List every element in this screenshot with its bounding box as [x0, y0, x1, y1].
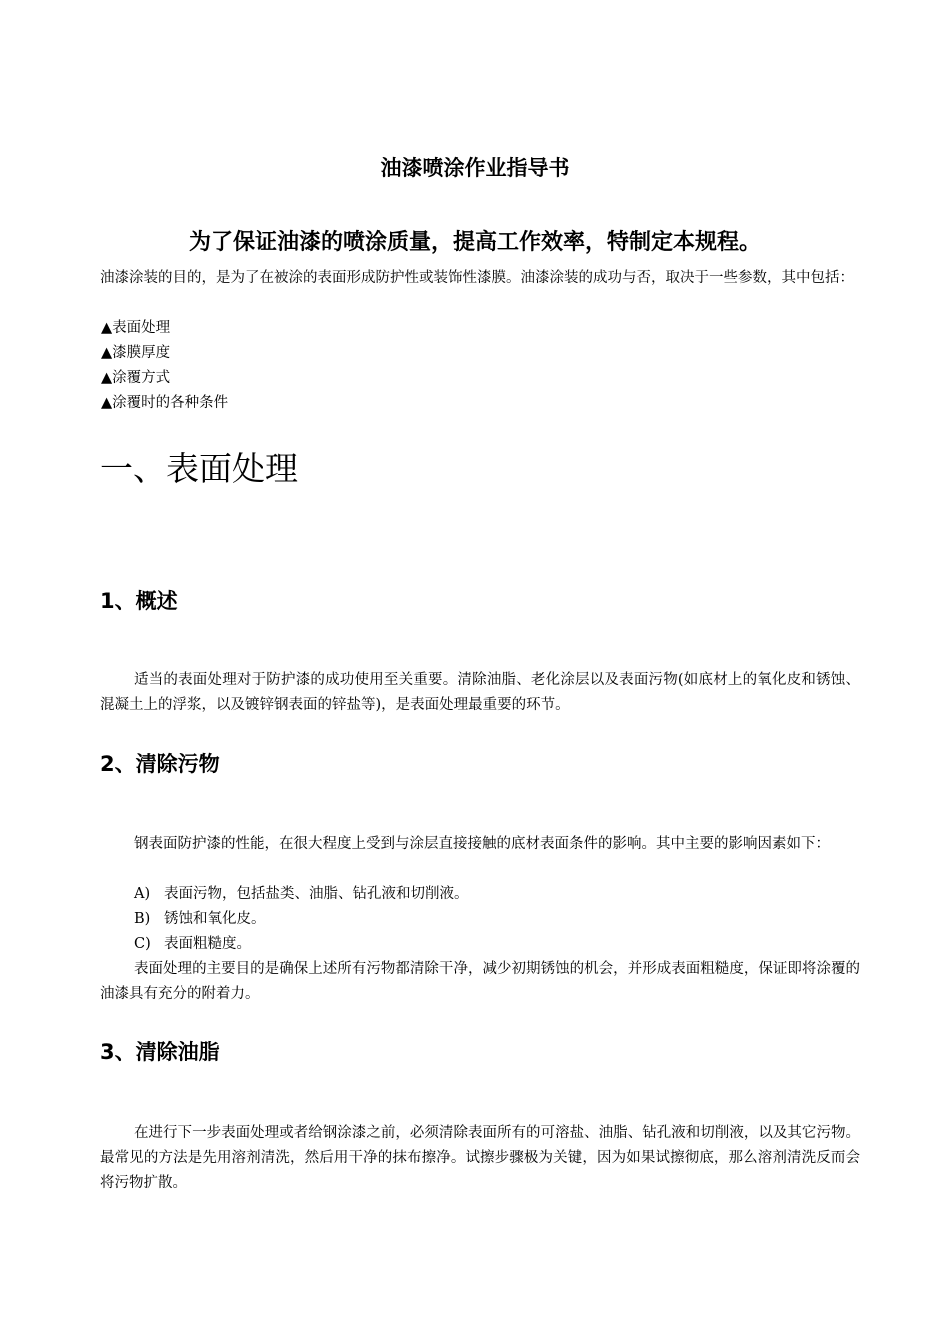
bullet-item: ▲表面处理: [101, 320, 171, 336]
section-heading: 2、清除污物: [100, 752, 220, 776]
section-paragraph: 表面处理的主要目的是确保上述所有污物都清除干净，减少初期锈蚀的机会，并形成表面粗糙度，保证即将涂覆的油漆具有充分的附着力。: [100, 961, 860, 1002]
intro-paragraph: 油漆涂装的目的，是为了在被涂的表面形成防护性或装饰性漆膜。油漆涂装的成功与否，取决于一些参数，其中包括：: [100, 270, 854, 286]
list-item: [134, 932, 251, 957]
list-text: 表面污物，包括盐类、油脂、钻孔液和切削液。: [164, 886, 469, 902]
list-text: 锈蚀和氧化皮。: [164, 911, 266, 927]
list-marker: C): [134, 936, 151, 952]
bullet-item: ▲涂覆方式: [101, 370, 171, 386]
list-item: [134, 907, 266, 932]
bullet-item: ▲涂覆时的各种条件: [101, 395, 229, 411]
section-paragraph: 钢表面防护漆的性能，在很大程度上受到与涂层直接接触的底材表面条件的影响。其中主要的影响因素如下：: [134, 836, 830, 852]
list-item: [134, 882, 469, 907]
list-text: 表面粗糙度。: [164, 936, 251, 952]
section-paragraph: 适当的表面处理对于防护漆的成功使用至关重要。清除油脂、老化涂层以及表面污物(如底材上的氧化皮和锈蚀、混凝土上的浮浆，以及镀锌钢表面的锌盐等)，是表面处理最重要的环节。: [100, 672, 860, 713]
section-heading: 3、清除油脂: [100, 1040, 220, 1064]
section-paragraph: 在进行下一步表面处理或者给钢涂漆之前，必须清除表面所有的可溶盐、油脂、钻孔液和切削液，以及其它污物。最常见的方法是先用溶剂清洗，然后用干净的抹布擦净。试擦步骤极为关键，因为如果试擦彻底，那么溶剂清洗反而会将污物扩散。: [100, 1125, 860, 1191]
chapter-heading: 一、表面处理: [100, 449, 298, 488]
list-marker: B): [134, 911, 151, 927]
section-heading: 1、概述: [100, 589, 178, 613]
document-title: 油漆喷涂作业指导书: [380, 156, 570, 180]
document-subtitle: 为了保证油漆的喷涂质量，提高工作效率，特制定本规程。: [188, 230, 761, 255]
list-marker: A): [134, 886, 151, 902]
bullet-item: ▲漆膜厚度: [101, 345, 171, 361]
